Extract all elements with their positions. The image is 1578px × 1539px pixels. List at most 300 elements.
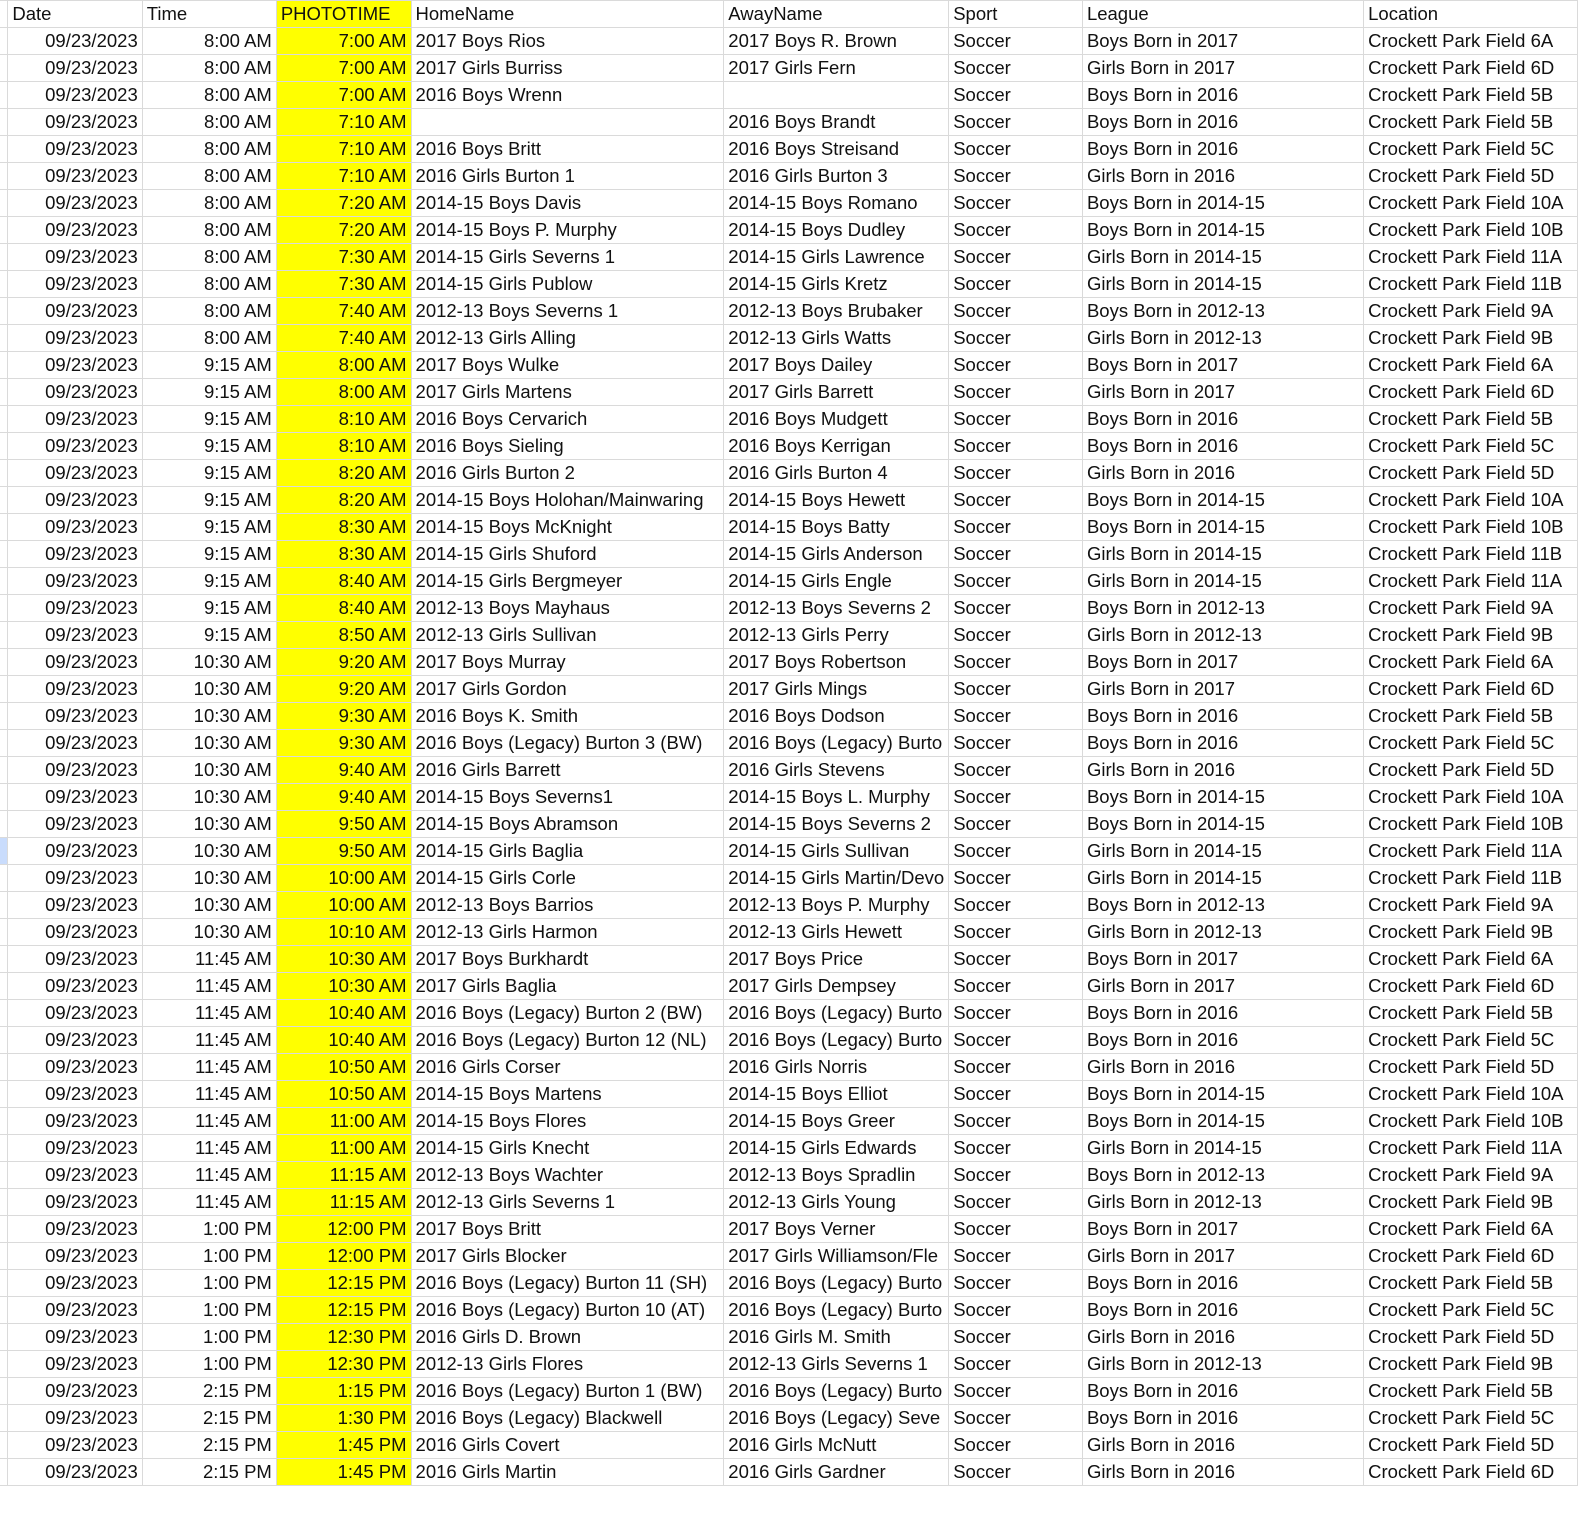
cell-date[interactable]: 09/23/2023 — [8, 568, 142, 595]
cell-league[interactable]: Boys Born in 2017 — [1082, 352, 1363, 379]
cell-date[interactable]: 09/23/2023 — [8, 1054, 142, 1081]
cell-away-name[interactable]: 2014-15 Boys Greer — [724, 1108, 949, 1135]
cell-time[interactable]: 9:15 AM — [142, 487, 276, 514]
cell-home-name[interactable]: 2017 Boys Wulke — [411, 352, 724, 379]
cell-away-name[interactable] — [724, 82, 949, 109]
cell-date[interactable]: 09/23/2023 — [8, 1162, 142, 1189]
cell-date[interactable]: 09/23/2023 — [8, 1243, 142, 1270]
cell-sport[interactable]: Soccer — [949, 1243, 1083, 1270]
cell-home-name[interactable]: 2016 Boys Wrenn — [411, 82, 724, 109]
cell-away-name[interactable]: 2014-15 Boys Severns 2 — [724, 811, 949, 838]
cell-away-name[interactable]: 2016 Boys (Legacy) Burto — [724, 1000, 949, 1027]
cell-date[interactable]: 09/23/2023 — [8, 1189, 142, 1216]
cell-sport[interactable]: Soccer — [949, 1324, 1083, 1351]
row-gutter[interactable] — [0, 865, 8, 892]
cell-time[interactable]: 11:45 AM — [142, 1000, 276, 1027]
cell-location[interactable]: Crockett Park Field 10A — [1364, 190, 1578, 217]
cell-time[interactable]: 10:30 AM — [142, 811, 276, 838]
cell-phototime[interactable]: 11:00 AM — [276, 1108, 411, 1135]
cell-home-name[interactable]: 2012-13 Boys Mayhaus — [411, 595, 724, 622]
cell-date[interactable]: 09/23/2023 — [8, 460, 142, 487]
cell-sport[interactable]: Soccer — [949, 1054, 1083, 1081]
row-gutter[interactable] — [0, 28, 8, 55]
cell-sport[interactable]: Soccer — [949, 622, 1083, 649]
cell-league[interactable]: Girls Born in 2016 — [1082, 1432, 1363, 1459]
row-gutter[interactable] — [0, 784, 8, 811]
cell-time[interactable]: 11:45 AM — [142, 1081, 276, 1108]
cell-away-name[interactable]: 2016 Boys (Legacy) Burto — [724, 1270, 949, 1297]
cell-league[interactable]: Boys Born in 2014-15 — [1082, 487, 1363, 514]
cell-away-name[interactable]: 2014-15 Boys Elliot — [724, 1081, 949, 1108]
row-gutter[interactable] — [0, 325, 8, 352]
cell-phototime[interactable]: 9:40 AM — [276, 757, 411, 784]
cell-time[interactable]: 10:30 AM — [142, 757, 276, 784]
cell-time[interactable]: 11:45 AM — [142, 1135, 276, 1162]
row-gutter[interactable] — [0, 1108, 8, 1135]
header-location[interactable]: Location — [1364, 1, 1578, 28]
cell-home-name[interactable]: 2012-13 Girls Severns 1 — [411, 1189, 724, 1216]
cell-away-name[interactable]: 2016 Girls M. Smith — [724, 1324, 949, 1351]
cell-time[interactable]: 11:45 AM — [142, 1054, 276, 1081]
cell-location[interactable]: Crockett Park Field 6D — [1364, 1243, 1578, 1270]
cell-phototime[interactable]: 10:50 AM — [276, 1081, 411, 1108]
row-gutter[interactable] — [0, 946, 8, 973]
cell-home-name[interactable]: 2014-15 Girls Publow — [411, 271, 724, 298]
row-gutter[interactable] — [0, 730, 8, 757]
cell-home-name[interactable]: 2017 Girls Burriss — [411, 55, 724, 82]
row-gutter[interactable] — [0, 1081, 8, 1108]
row-gutter[interactable] — [0, 649, 8, 676]
cell-league[interactable]: Boys Born in 2016 — [1082, 1378, 1363, 1405]
row-gutter[interactable] — [0, 82, 8, 109]
cell-phototime[interactable]: 7:30 AM — [276, 271, 411, 298]
cell-away-name[interactable]: 2012-13 Girls Young — [724, 1189, 949, 1216]
cell-date[interactable]: 09/23/2023 — [8, 1216, 142, 1243]
cell-time[interactable]: 1:00 PM — [142, 1216, 276, 1243]
row-gutter[interactable] — [0, 1378, 8, 1405]
cell-away-name[interactable]: 2017 Boys Dailey — [724, 352, 949, 379]
cell-location[interactable]: Crockett Park Field 5B — [1364, 703, 1578, 730]
cell-time[interactable]: 2:15 PM — [142, 1432, 276, 1459]
cell-time[interactable]: 8:00 AM — [142, 325, 276, 352]
cell-phototime[interactable]: 7:10 AM — [276, 136, 411, 163]
cell-date[interactable]: 09/23/2023 — [8, 1270, 142, 1297]
cell-sport[interactable]: Soccer — [949, 163, 1083, 190]
cell-date[interactable]: 09/23/2023 — [8, 838, 142, 865]
header-league[interactable]: League — [1082, 1, 1363, 28]
cell-location[interactable]: Crockett Park Field 6D — [1364, 55, 1578, 82]
cell-league[interactable]: Girls Born in 2016 — [1082, 1459, 1363, 1486]
cell-date[interactable]: 09/23/2023 — [8, 1081, 142, 1108]
cell-away-name[interactable]: 2016 Boys (Legacy) Burto — [724, 1027, 949, 1054]
cell-location[interactable]: Crockett Park Field 5C — [1364, 1405, 1578, 1432]
cell-sport[interactable]: Soccer — [949, 271, 1083, 298]
cell-league[interactable]: Girls Born in 2014-15 — [1082, 865, 1363, 892]
cell-location[interactable]: Crockett Park Field 5C — [1364, 1027, 1578, 1054]
cell-date[interactable]: 09/23/2023 — [8, 352, 142, 379]
cell-league[interactable]: Boys Born in 2014-15 — [1082, 1108, 1363, 1135]
cell-time[interactable]: 9:15 AM — [142, 541, 276, 568]
cell-away-name[interactable]: 2014-15 Girls Kretz — [724, 271, 949, 298]
cell-league[interactable]: Boys Born in 2016 — [1082, 1000, 1363, 1027]
row-gutter[interactable] — [0, 1000, 8, 1027]
cell-away-name[interactable]: 2014-15 Girls Martin/Devo — [724, 865, 949, 892]
cell-league[interactable]: Girls Born in 2012-13 — [1082, 325, 1363, 352]
cell-location[interactable]: Crockett Park Field 9A — [1364, 595, 1578, 622]
cell-phototime[interactable]: 9:40 AM — [276, 784, 411, 811]
cell-date[interactable]: 09/23/2023 — [8, 703, 142, 730]
cell-home-name[interactable]: 2014-15 Girls Shuford — [411, 541, 724, 568]
cell-away-name[interactable]: 2012-13 Boys Brubaker — [724, 298, 949, 325]
cell-location[interactable]: Crockett Park Field 11A — [1364, 244, 1578, 271]
row-gutter[interactable] — [0, 217, 8, 244]
header-sport[interactable]: Sport — [949, 1, 1083, 28]
cell-phototime[interactable]: 10:00 AM — [276, 892, 411, 919]
cell-date[interactable]: 09/23/2023 — [8, 973, 142, 1000]
row-gutter[interactable] — [0, 703, 8, 730]
cell-phototime[interactable]: 8:30 AM — [276, 514, 411, 541]
cell-time[interactable]: 10:30 AM — [142, 865, 276, 892]
cell-time[interactable]: 11:45 AM — [142, 1027, 276, 1054]
cell-sport[interactable]: Soccer — [949, 703, 1083, 730]
cell-sport[interactable]: Soccer — [949, 595, 1083, 622]
row-gutter[interactable] — [0, 622, 8, 649]
cell-phototime[interactable]: 7:40 AM — [276, 298, 411, 325]
cell-home-name[interactable]: 2012-13 Boys Barrios — [411, 892, 724, 919]
cell-date[interactable]: 09/23/2023 — [8, 595, 142, 622]
cell-sport[interactable]: Soccer — [949, 946, 1083, 973]
cell-time[interactable]: 1:00 PM — [142, 1324, 276, 1351]
cell-location[interactable]: Crockett Park Field 5D — [1364, 1432, 1578, 1459]
cell-sport[interactable]: Soccer — [949, 1216, 1083, 1243]
row-gutter[interactable] — [0, 973, 8, 1000]
cell-time[interactable]: 10:30 AM — [142, 784, 276, 811]
cell-time[interactable]: 11:45 AM — [142, 1189, 276, 1216]
cell-date[interactable]: 09/23/2023 — [8, 1378, 142, 1405]
cell-home-name[interactable]: 2014-15 Boys McKnight — [411, 514, 724, 541]
cell-home-name[interactable]: 2016 Boys (Legacy) Burton 2 (BW) — [411, 1000, 724, 1027]
cell-location[interactable]: Crockett Park Field 9B — [1364, 1351, 1578, 1378]
cell-sport[interactable]: Soccer — [949, 676, 1083, 703]
cell-time[interactable]: 10:30 AM — [142, 919, 276, 946]
cell-location[interactable]: Crockett Park Field 5B — [1364, 1000, 1578, 1027]
row-gutter[interactable] — [0, 244, 8, 271]
cell-location[interactable]: Crockett Park Field 5C — [1364, 730, 1578, 757]
cell-phototime[interactable]: 11:15 AM — [276, 1189, 411, 1216]
row-gutter[interactable] — [0, 433, 8, 460]
header-time[interactable]: Time — [142, 1, 276, 28]
cell-time[interactable]: 8:00 AM — [142, 298, 276, 325]
row-gutter[interactable] — [0, 1270, 8, 1297]
cell-league[interactable]: Boys Born in 2017 — [1082, 946, 1363, 973]
row-gutter[interactable] — [0, 1432, 8, 1459]
cell-home-name[interactable]: 2012-13 Girls Sullivan — [411, 622, 724, 649]
cell-home-name[interactable]: 2016 Girls Martin — [411, 1459, 724, 1486]
cell-location[interactable]: Crockett Park Field 6D — [1364, 1459, 1578, 1486]
cell-date[interactable]: 09/23/2023 — [8, 811, 142, 838]
cell-away-name[interactable]: 2016 Boys (Legacy) Burto — [724, 730, 949, 757]
cell-sport[interactable]: Soccer — [949, 1459, 1083, 1486]
cell-away-name[interactable]: 2017 Girls Mings — [724, 676, 949, 703]
cell-home-name[interactable]: 2017 Girls Blocker — [411, 1243, 724, 1270]
cell-date[interactable]: 09/23/2023 — [8, 217, 142, 244]
cell-phototime[interactable]: 8:00 AM — [276, 379, 411, 406]
cell-league[interactable]: Boys Born in 2016 — [1082, 406, 1363, 433]
cell-away-name[interactable]: 2014-15 Boys Dudley — [724, 217, 949, 244]
cell-home-name[interactable]: 2017 Girls Martens — [411, 379, 724, 406]
cell-date[interactable]: 09/23/2023 — [8, 325, 142, 352]
cell-league[interactable]: Boys Born in 2016 — [1082, 1270, 1363, 1297]
cell-league[interactable]: Boys Born in 2014-15 — [1082, 514, 1363, 541]
row-gutter[interactable] — [0, 190, 8, 217]
cell-phototime[interactable]: 12:15 PM — [276, 1297, 411, 1324]
cell-away-name[interactable]: 2016 Boys (Legacy) Burto — [724, 1378, 949, 1405]
cell-away-name[interactable]: 2016 Girls Gardner — [724, 1459, 949, 1486]
header-home-name[interactable]: HomeName — [411, 1, 724, 28]
cell-phototime[interactable]: 9:20 AM — [276, 676, 411, 703]
cell-location[interactable]: Crockett Park Field 5D — [1364, 163, 1578, 190]
cell-phototime[interactable]: 10:40 AM — [276, 1000, 411, 1027]
cell-date[interactable]: 09/23/2023 — [8, 622, 142, 649]
cell-phototime[interactable]: 11:00 AM — [276, 1135, 411, 1162]
cell-league[interactable]: Boys Born in 2017 — [1082, 1216, 1363, 1243]
cell-time[interactable]: 8:00 AM — [142, 28, 276, 55]
cell-location[interactable]: Crockett Park Field 10A — [1364, 784, 1578, 811]
row-gutter[interactable] — [0, 1459, 8, 1486]
cell-phototime[interactable]: 7:20 AM — [276, 190, 411, 217]
cell-phototime[interactable]: 12:30 PM — [276, 1324, 411, 1351]
cell-phototime[interactable]: 7:20 AM — [276, 217, 411, 244]
cell-league[interactable]: Boys Born in 2012-13 — [1082, 1162, 1363, 1189]
cell-home-name[interactable]: 2016 Boys Sieling — [411, 433, 724, 460]
cell-phototime[interactable]: 8:10 AM — [276, 433, 411, 460]
cell-location[interactable]: Crockett Park Field 6D — [1364, 676, 1578, 703]
cell-sport[interactable]: Soccer — [949, 568, 1083, 595]
cell-location[interactable]: Crockett Park Field 9B — [1364, 1189, 1578, 1216]
cell-date[interactable]: 09/23/2023 — [8, 1135, 142, 1162]
cell-sport[interactable]: Soccer — [949, 919, 1083, 946]
cell-away-name[interactable]: 2017 Boys Verner — [724, 1216, 949, 1243]
cell-away-name[interactable]: 2017 Girls Barrett — [724, 379, 949, 406]
cell-date[interactable]: 09/23/2023 — [8, 163, 142, 190]
row-gutter[interactable] — [0, 1027, 8, 1054]
row-gutter[interactable] — [0, 487, 8, 514]
cell-phototime[interactable]: 1:30 PM — [276, 1405, 411, 1432]
cell-sport[interactable]: Soccer — [949, 838, 1083, 865]
cell-sport[interactable]: Soccer — [949, 649, 1083, 676]
cell-home-name[interactable]: 2014-15 Boys Abramson — [411, 811, 724, 838]
cell-league[interactable]: Girls Born in 2014-15 — [1082, 1135, 1363, 1162]
cell-sport[interactable]: Soccer — [949, 136, 1083, 163]
cell-away-name[interactable]: 2014-15 Boys Batty — [724, 514, 949, 541]
cell-home-name[interactable]: 2017 Boys Rios — [411, 28, 724, 55]
cell-home-name[interactable]: 2014-15 Boys Davis — [411, 190, 724, 217]
header-phototime[interactable]: PHOTOTIME — [276, 1, 411, 28]
cell-home-name[interactable]: 2012-13 Boys Severns 1 — [411, 298, 724, 325]
cell-league[interactable]: Boys Born in 2012-13 — [1082, 298, 1363, 325]
cell-date[interactable]: 09/23/2023 — [8, 1351, 142, 1378]
row-gutter[interactable] — [0, 514, 8, 541]
cell-date[interactable]: 09/23/2023 — [8, 919, 142, 946]
cell-sport[interactable]: Soccer — [949, 217, 1083, 244]
cell-home-name[interactable]: 2014-15 Boys Flores — [411, 1108, 724, 1135]
cell-location[interactable]: Crockett Park Field 11B — [1364, 865, 1578, 892]
cell-league[interactable]: Boys Born in 2014-15 — [1082, 784, 1363, 811]
cell-time[interactable]: 9:15 AM — [142, 568, 276, 595]
cell-location[interactable]: Crockett Park Field 6D — [1364, 379, 1578, 406]
row-gutter[interactable] — [0, 298, 8, 325]
cell-location[interactable]: Crockett Park Field 9B — [1364, 919, 1578, 946]
cell-away-name[interactable]: 2014-15 Girls Anderson — [724, 541, 949, 568]
cell-location[interactable]: Crockett Park Field 11A — [1364, 838, 1578, 865]
row-gutter[interactable] — [0, 838, 8, 865]
cell-time[interactable]: 1:00 PM — [142, 1270, 276, 1297]
cell-phototime[interactable]: 8:40 AM — [276, 568, 411, 595]
cell-sport[interactable]: Soccer — [949, 406, 1083, 433]
cell-away-name[interactable]: 2012-13 Boys P. Murphy — [724, 892, 949, 919]
cell-time[interactable]: 2:15 PM — [142, 1459, 276, 1486]
cell-date[interactable]: 09/23/2023 — [8, 514, 142, 541]
cell-phototime[interactable]: 9:20 AM — [276, 649, 411, 676]
cell-date[interactable]: 09/23/2023 — [8, 487, 142, 514]
cell-location[interactable]: Crockett Park Field 5B — [1364, 1378, 1578, 1405]
row-gutter[interactable] — [0, 919, 8, 946]
cell-sport[interactable]: Soccer — [949, 1378, 1083, 1405]
cell-phototime[interactable]: 1:45 PM — [276, 1432, 411, 1459]
cell-date[interactable]: 09/23/2023 — [8, 892, 142, 919]
cell-location[interactable]: Crockett Park Field 6A — [1364, 649, 1578, 676]
cell-league[interactable]: Boys Born in 2016 — [1082, 433, 1363, 460]
cell-time[interactable]: 9:15 AM — [142, 622, 276, 649]
cell-home-name[interactable]: 2014-15 Girls Corle — [411, 865, 724, 892]
cell-date[interactable]: 09/23/2023 — [8, 1027, 142, 1054]
cell-location[interactable]: Crockett Park Field 11B — [1364, 541, 1578, 568]
cell-sport[interactable]: Soccer — [949, 1000, 1083, 1027]
row-gutter[interactable] — [0, 352, 8, 379]
cell-date[interactable]: 09/23/2023 — [8, 865, 142, 892]
cell-home-name[interactable]: 2016 Girls Barrett — [411, 757, 724, 784]
cell-league[interactable]: Girls Born in 2017 — [1082, 676, 1363, 703]
cell-league[interactable]: Girls Born in 2017 — [1082, 379, 1363, 406]
cell-location[interactable]: Crockett Park Field 10B — [1364, 217, 1578, 244]
cell-location[interactable]: Crockett Park Field 10A — [1364, 487, 1578, 514]
cell-location[interactable]: Crockett Park Field 11A — [1364, 568, 1578, 595]
cell-location[interactable]: Crockett Park Field 10B — [1364, 1108, 1578, 1135]
cell-phototime[interactable]: 10:00 AM — [276, 865, 411, 892]
cell-date[interactable]: 09/23/2023 — [8, 757, 142, 784]
cell-sport[interactable]: Soccer — [949, 325, 1083, 352]
cell-location[interactable]: Crockett Park Field 6A — [1364, 28, 1578, 55]
cell-away-name[interactable]: 2014-15 Girls Engle — [724, 568, 949, 595]
cell-sport[interactable]: Soccer — [949, 811, 1083, 838]
cell-league[interactable]: Girls Born in 2014-15 — [1082, 838, 1363, 865]
cell-time[interactable]: 8:00 AM — [142, 190, 276, 217]
cell-location[interactable]: Crockett Park Field 5C — [1364, 1297, 1578, 1324]
cell-date[interactable]: 09/23/2023 — [8, 1297, 142, 1324]
cell-date[interactable]: 09/23/2023 — [8, 82, 142, 109]
row-gutter[interactable] — [0, 1351, 8, 1378]
cell-date[interactable]: 09/23/2023 — [8, 379, 142, 406]
cell-home-name[interactable]: 2016 Girls D. Brown — [411, 1324, 724, 1351]
cell-away-name[interactable]: 2014-15 Boys L. Murphy — [724, 784, 949, 811]
cell-home-name[interactable]: 2016 Boys (Legacy) Burton 11 (SH) — [411, 1270, 724, 1297]
cell-phototime[interactable]: 12:00 PM — [276, 1243, 411, 1270]
cell-date[interactable]: 09/23/2023 — [8, 406, 142, 433]
cell-away-name[interactable]: 2016 Girls Burton 3 — [724, 163, 949, 190]
cell-sport[interactable]: Soccer — [949, 865, 1083, 892]
cell-home-name[interactable]: 2016 Boys Britt — [411, 136, 724, 163]
cell-location[interactable]: Crockett Park Field 5B — [1364, 406, 1578, 433]
cell-date[interactable]: 09/23/2023 — [8, 649, 142, 676]
cell-location[interactable]: Crockett Park Field 9B — [1364, 622, 1578, 649]
cell-location[interactable]: Crockett Park Field 6A — [1364, 946, 1578, 973]
cell-sport[interactable]: Soccer — [949, 244, 1083, 271]
cell-league[interactable]: Boys Born in 2017 — [1082, 28, 1363, 55]
cell-league[interactable]: Girls Born in 2012-13 — [1082, 622, 1363, 649]
cell-location[interactable]: Crockett Park Field 11A — [1364, 1135, 1578, 1162]
cell-date[interactable]: 09/23/2023 — [8, 676, 142, 703]
cell-time[interactable]: 9:15 AM — [142, 379, 276, 406]
cell-time[interactable]: 11:45 AM — [142, 1108, 276, 1135]
cell-home-name[interactable]: 2012-13 Girls Harmon — [411, 919, 724, 946]
cell-away-name[interactable]: 2016 Boys Brandt — [724, 109, 949, 136]
cell-league[interactable]: Girls Born in 2014-15 — [1082, 541, 1363, 568]
cell-league[interactable]: Boys Born in 2012-13 — [1082, 892, 1363, 919]
cell-league[interactable]: Girls Born in 2014-15 — [1082, 568, 1363, 595]
cell-away-name[interactable]: 2016 Boys (Legacy) Burto — [724, 1297, 949, 1324]
cell-away-name[interactable]: 2014-15 Boys Romano — [724, 190, 949, 217]
cell-date[interactable]: 09/23/2023 — [8, 1432, 142, 1459]
cell-sport[interactable]: Soccer — [949, 109, 1083, 136]
cell-home-name[interactable]: 2016 Girls Burton 1 — [411, 163, 724, 190]
cell-away-name[interactable]: 2016 Boys Streisand — [724, 136, 949, 163]
cell-sport[interactable]: Soccer — [949, 1081, 1083, 1108]
cell-sport[interactable]: Soccer — [949, 460, 1083, 487]
cell-home-name[interactable]: 2014-15 Girls Baglia — [411, 838, 724, 865]
cell-sport[interactable]: Soccer — [949, 757, 1083, 784]
cell-away-name[interactable]: 2016 Girls McNutt — [724, 1432, 949, 1459]
row-gutter[interactable] — [0, 163, 8, 190]
cell-phototime[interactable]: 8:20 AM — [276, 487, 411, 514]
cell-time[interactable]: 1:00 PM — [142, 1297, 276, 1324]
row-gutter[interactable] — [0, 541, 8, 568]
cell-time[interactable]: 9:15 AM — [142, 352, 276, 379]
cell-away-name[interactable]: 2016 Girls Norris — [724, 1054, 949, 1081]
row-gutter[interactable] — [0, 757, 8, 784]
cell-phototime[interactable]: 7:10 AM — [276, 109, 411, 136]
cell-phototime[interactable]: 1:15 PM — [276, 1378, 411, 1405]
cell-time[interactable]: 8:00 AM — [142, 55, 276, 82]
cell-sport[interactable]: Soccer — [949, 433, 1083, 460]
cell-away-name[interactable]: 2012-13 Boys Severns 2 — [724, 595, 949, 622]
cell-sport[interactable]: Soccer — [949, 784, 1083, 811]
cell-date[interactable]: 09/23/2023 — [8, 1000, 142, 1027]
cell-league[interactable]: Boys Born in 2014-15 — [1082, 811, 1363, 838]
cell-phototime[interactable]: 10:30 AM — [276, 973, 411, 1000]
cell-location[interactable]: Crockett Park Field 11B — [1364, 271, 1578, 298]
cell-home-name[interactable]: 2014-15 Boys Holohan/Mainwaring — [411, 487, 724, 514]
cell-time[interactable]: 10:30 AM — [142, 892, 276, 919]
cell-league[interactable]: Girls Born in 2016 — [1082, 1324, 1363, 1351]
cell-phototime[interactable]: 8:50 AM — [276, 622, 411, 649]
cell-location[interactable]: Crockett Park Field 10B — [1364, 514, 1578, 541]
cell-date[interactable]: 09/23/2023 — [8, 271, 142, 298]
cell-home-name[interactable]: 2014-15 Boys P. Murphy — [411, 217, 724, 244]
cell-sport[interactable]: Soccer — [949, 190, 1083, 217]
row-gutter[interactable] — [0, 811, 8, 838]
cell-phototime[interactable]: 10:50 AM — [276, 1054, 411, 1081]
cell-phototime[interactable]: 12:00 PM — [276, 1216, 411, 1243]
